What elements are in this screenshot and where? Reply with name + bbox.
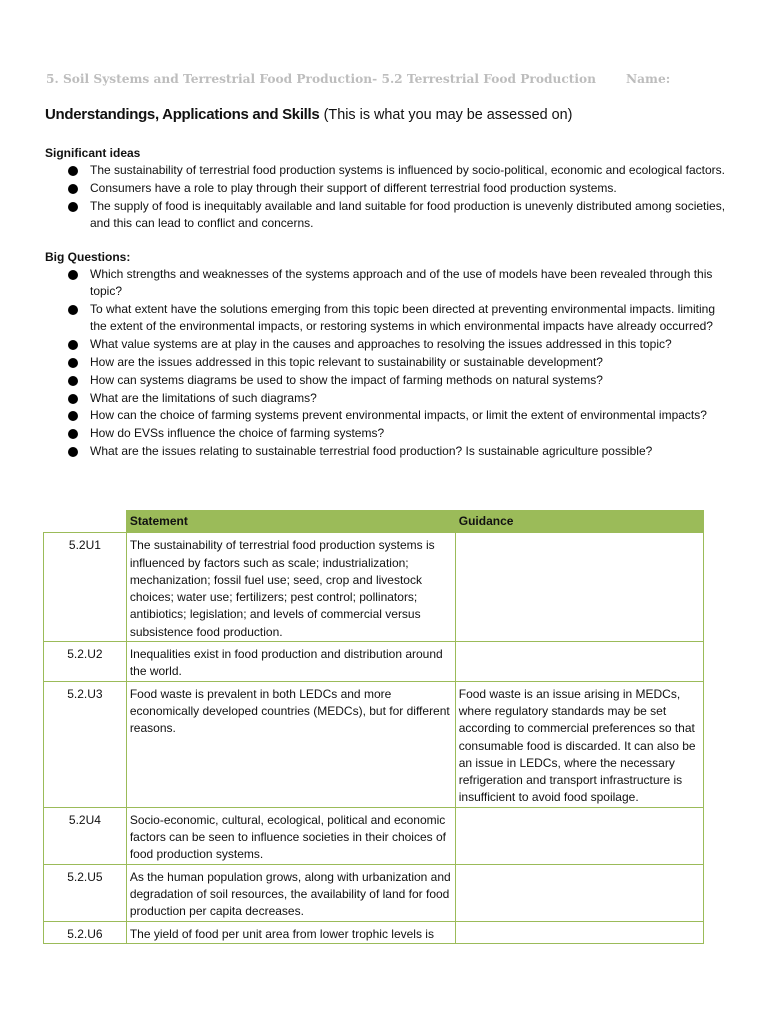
row-statement: Food waste is prevalent in both LEDCs and more economically developed countries (MEDCs), but for different reasons. [126,681,455,807]
list-item: Consumers have a role to play through their support of different terrestrial food production systems. [66,180,726,197]
list-item: The sustainability of terrestrial food production systems is influenced by socio-political, economic and ecological factors. [66,162,726,179]
bullet-icon [68,429,78,439]
table-row [44,864,704,921]
row-statement: The sustainability of terrestrial food production systems is influenced by factors such as scale; industrialization; mechanization; fossil fuel use; seed, crop and livestock choices; water use; fertilizers; pest control; pollinators; antibiotics; legislation; and levels of commercial versus subsistence food production. [126,533,455,642]
list-item: How can systems diagrams be used to show the impact of farming methods on natural systems? [66,372,726,389]
bullet-icon [68,202,78,212]
row-guidance: Food waste is an issue arising in MEDCs, where regulatory standards may be set according to commercial preferences so that consumable food is discarded. It can also be an issue in LEDCs, where the necessary refrigeration and transport infrastructure is insufficient to avoid food spoilage. [455,681,703,807]
document-header [46,72,726,86]
bullet-icon [68,184,78,194]
table-row [44,921,704,943]
row-code: 5.2.U6 [44,921,127,943]
row-statement: The yield of food per unit area from lower trophic levels is [126,921,455,943]
table-row [44,642,704,682]
row-guidance [455,642,703,682]
row-statement: Inequalities exist in food production and distribution around the world. [126,642,455,682]
row-code: 5.2U4 [44,807,127,864]
big-questions-heading: Big Questions: [45,250,131,264]
bullet-icon [68,305,78,315]
bullet-icon [68,270,78,280]
title-bold: Understandings, Applications and Skills [45,106,320,123]
header-guidance: Guidance [455,511,703,533]
list-item: To what extent have the solutions emerging from this topic been directed at preventing environmental impacts. limiting the extent of the environmental impacts, or restoring systems in which environmental impacts have already occurred? [66,301,726,336]
row-code: 5.2.U5 [44,864,127,921]
list-item: How can the choice of farming systems prevent environmental impacts, or limit the extent of environmental impacts? [66,407,726,424]
list-item: Which strengths and weaknesses of the systems approach and of the use of models have been revealed through this topic? [66,266,726,301]
table-row [44,681,704,807]
header-code-cell [44,511,127,533]
header-name-label: Name: [626,72,671,86]
list-item: What are the limitations of such diagrams? [66,390,726,407]
big-questions-list [66,266,726,461]
list-item: How do EVSs influence the choice of farming systems? [66,425,726,442]
table-row [44,807,704,864]
page-title [45,106,735,123]
row-code: 5.2.U3 [44,681,127,807]
bullet-icon [68,340,78,350]
bullet-icon [68,394,78,404]
row-statement: Socio-economic, cultural, ecological, political and economic factors can be seen to influence societies in their choices of food production systems. [126,807,455,864]
table-row [44,533,704,642]
bullet-icon [68,358,78,368]
significant-ideas-list [66,162,726,233]
row-guidance [455,533,703,642]
row-guidance [455,864,703,921]
table-header-row [44,511,704,533]
list-item: What value systems are at play in the causes and approaches to resolving the issues addressed in this topic? [66,336,726,353]
list-item: How are the issues addressed in this topic relevant to sustainability or sustainable development? [66,354,726,371]
list-item: The supply of food is inequitably available and land suitable for food production is unevenly distributed among societies, and this can lead to conflict and concerns. [66,198,726,233]
bullet-icon [68,376,78,386]
row-guidance [455,921,703,943]
statements-table [43,510,704,944]
row-statement: As the human population grows, along with urbanization and degradation of soil resources, the availability of land for food production per capita decreases. [126,864,455,921]
significant-ideas-heading: Significant ideas [45,146,141,160]
row-guidance [455,807,703,864]
header-doc-title: 5. Soil Systems and Terrestrial Food Production- 5.2 Terrestrial Food Production [46,72,597,86]
bullet-icon [68,166,78,176]
row-code: 5.2.U2 [44,642,127,682]
list-item: What are the issues relating to sustainable terrestrial food production? Is sustainable agriculture possible? [66,443,726,460]
bullet-icon [68,447,78,457]
bullet-icon [68,411,78,421]
row-code: 5.2U1 [44,533,127,642]
title-note: (This is what you may be assessed on) [323,107,573,123]
header-statement: Statement [126,511,455,533]
